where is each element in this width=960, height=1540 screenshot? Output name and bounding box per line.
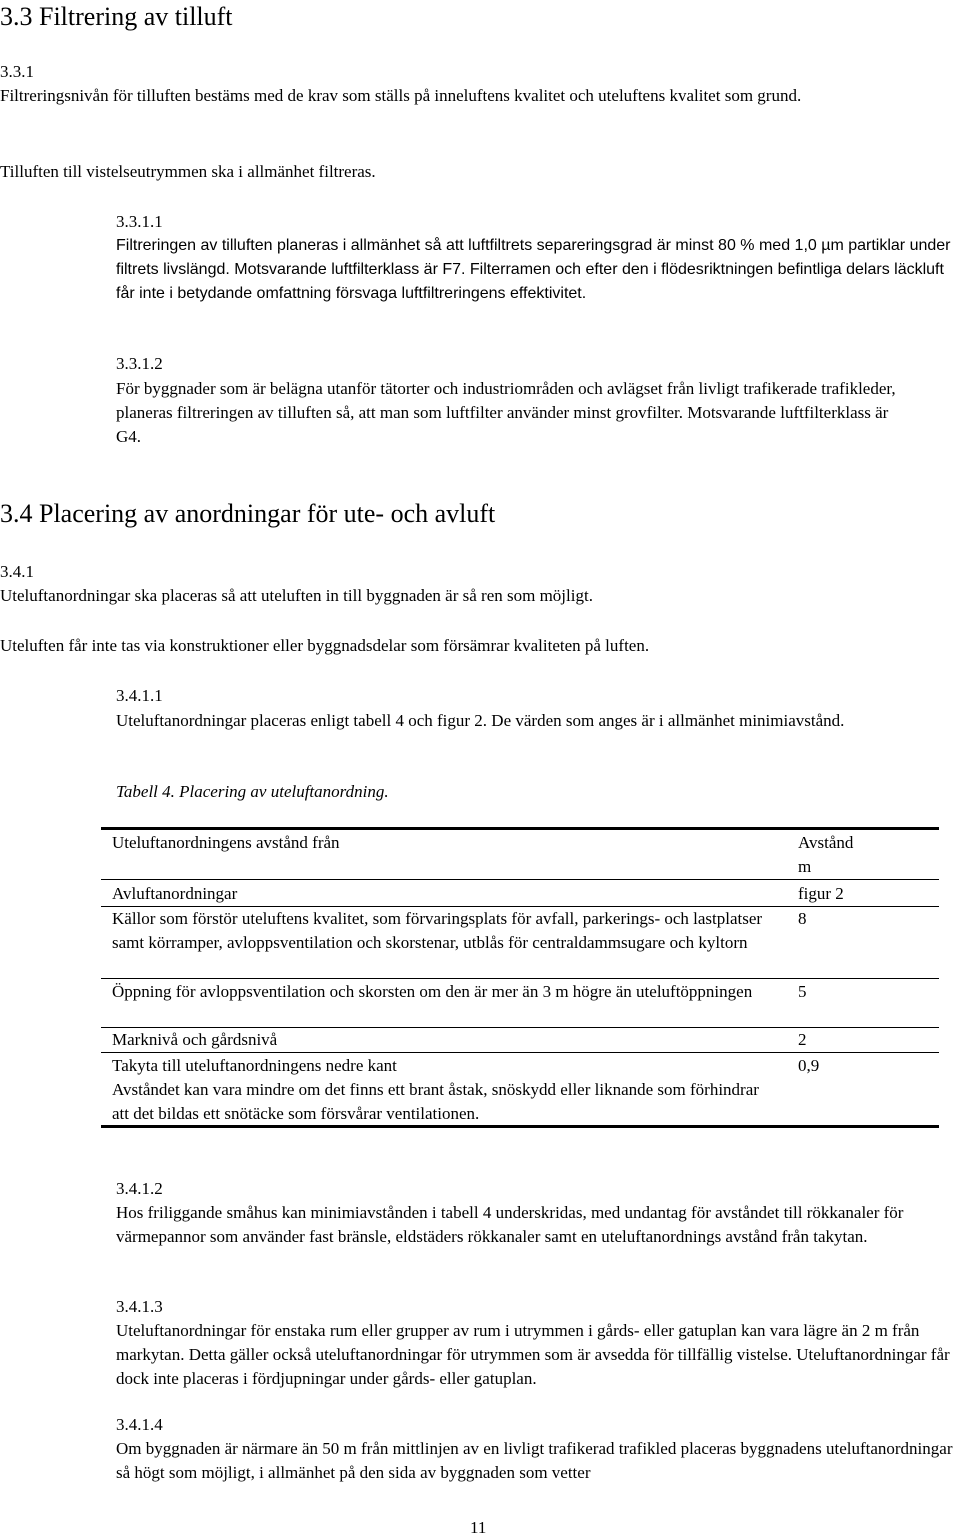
table-row-note: Avståndet kan vara mindre om det finns ett brant åstak, snöskydd eller liknande som förhindrar att det bildas ett snötäcke som försvårar ventilationen. — [112, 1080, 759, 1123]
table-header-left: Uteluftanordningens avstånd från — [112, 833, 340, 852]
table-bottom-rule — [101, 1125, 939, 1128]
table-top-rule — [101, 827, 939, 830]
table-rule — [101, 1052, 939, 1053]
paragraph-number: 3.4.1.3 — [116, 1297, 163, 1316]
paragraph-text: Filtreringen av tilluften planeras i allmänhet så att luftfiltrets separeringsgrad är minst 80 % med 1,0 µm partiklar under filtrets livslängd. Motsvarande luftfilterklass är F7. Filterramen och efter den i flödesriktningen befintliga delars läckluft får inte i betydande omfattning försvaga luftfiltreringens effektivitet. — [116, 237, 951, 302]
paragraph-number: 3.4.1.4 — [116, 1415, 163, 1434]
paragraph-text: Uteluftanordningar för enstaka rum eller grupper av rum i utrymmen i gårds- eller gatuplan kan vara lägre än 2 m från markytan. Detta gäller också uteluftanordningar för utrymmen som är avsedda för tillfällig vistelse. Uteluftanordningar får dock inte placeras i fördjupningar under gårds- eller gatuplan. — [116, 1321, 950, 1388]
paragraph-number: 3.4.1.1 — [116, 686, 163, 705]
table-rule — [101, 978, 939, 979]
table-row-label: Öppning för avloppsventilation och skorsten om den är mer än 3 m högre än uteluftöppningen — [112, 982, 753, 1001]
table-header-right: Avstånd — [798, 833, 854, 852]
paragraph-text: Om byggnaden är närmare än 50 m från mittlinjen av en livligt trafikerad trafikled placeras byggnadens uteluftanordningar så högt som möjligt, i allmänhet på den sida av byggnaden som vetter — [116, 1439, 953, 1482]
table-row-value: figur 2 — [798, 884, 844, 903]
table-row-value: 5 — [798, 982, 807, 1001]
paragraph-text: Uteluften får inte tas via konstruktioner eller byggnadsdelar som försämrar kvaliteten på luften. — [0, 636, 650, 655]
table-row-label: Källor som förstör uteluftens kvalitet, som förvaringsplats för avfall, parkerings- och lastplatser samt körramper, avloppsventilation och skorstenar, utblås för centraldammsugare och kyltorn — [112, 909, 763, 952]
paragraph-text: Filtreringsnivån för tilluften bestäms med de krav som ställs på inneluftens kvalitet och uteluftens kvalitet som grund. — [0, 86, 802, 105]
paragraph-text: Hos friliggande småhus kan minimiavstånden i tabell 4 underskridas, med undantag för avståndet till rökkanaler för värmepannor som använder fast bränsle, eldstäders rökkanaler samt en uteluftanordnings avstånd från takytan. — [116, 1203, 904, 1246]
page-number: 11 — [470, 1518, 487, 1537]
paragraph-text: Tilluften till vistelseutrymmen ska i allmänhet filtreras. — [0, 162, 376, 181]
table-row-value: 2 — [798, 1030, 807, 1049]
paragraph-text: Uteluftanordningar placeras enligt tabell 4 och figur 2. De värden som anges är i allmänhet minimiavstånd. — [116, 711, 845, 730]
paragraph-number: 3.3.1 — [0, 62, 34, 81]
table-row-value: 0,9 — [798, 1056, 820, 1075]
section-heading-3-3: 3.3 Filtrering av tilluft — [0, 2, 233, 31]
paragraph-text: Uteluftanordningar ska placeras så att uteluften in till byggnaden är så ren som möjligt. — [0, 586, 593, 605]
table-rule — [101, 879, 939, 880]
paragraph-text: För byggnader som är belägna utanför tätorter och industriområden och avlägset från livligt trafikerade trafikleder, planeras filtreringen av tilluften så, att man som luftfilter använder minst grovfilter. Motsvarande luftfilterklass är G4. — [116, 379, 896, 446]
table-row-label: Marknivå och gårdsnivå — [112, 1030, 278, 1049]
table-row-value: 8 — [798, 909, 807, 928]
paragraph-number: 3.4.1 — [0, 562, 34, 581]
table-caption: Tabell 4. Placering av uteluftanordning. — [116, 782, 389, 801]
section-heading-3-4: 3.4 Placering av anordningar för ute- och avluft — [0, 499, 496, 528]
table-header-unit: m — [798, 857, 812, 876]
paragraph-number: 3.3.1.1 — [116, 212, 163, 231]
paragraph-number: 3.3.1.2 — [116, 354, 163, 373]
table-row-label: Takyta till uteluftanordningens nedre kant — [112, 1056, 397, 1075]
paragraph-number: 3.4.1.2 — [116, 1179, 163, 1198]
table-row-label: Avluftanordningar — [112, 884, 238, 903]
